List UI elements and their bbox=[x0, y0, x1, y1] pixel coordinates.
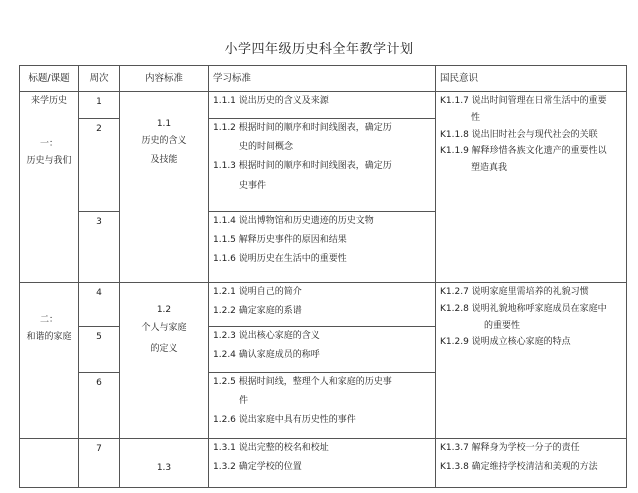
nat-k117: K1.1.7 说出时间管理在日常生活中的重要 bbox=[440, 96, 607, 106]
nat-k138: K1.3.8 确定维持学校清洁和美观的方法 bbox=[440, 461, 598, 472]
nat-k118: K1.1.8 说出旧时社会与现代社会的关联 bbox=[440, 129, 598, 140]
std-1-1-3-cont: 史事件 bbox=[239, 181, 267, 192]
unit2-content-name1: 个人与家庭 bbox=[141, 322, 187, 333]
std-1-1-2-cont: 史的时间概念 bbox=[239, 141, 294, 152]
header-week: 周次 bbox=[79, 66, 120, 92]
std-week-1 bbox=[209, 92, 436, 119]
std-1-3-1: 1.3.1 说出完整的校名和校址 bbox=[213, 443, 329, 453]
nat-k128-cont: 的重要性 bbox=[484, 320, 521, 331]
std-week-3 bbox=[209, 212, 436, 283]
std-1-2-5-cont: 件 bbox=[239, 395, 249, 406]
week-4: 4 bbox=[79, 283, 120, 327]
unit1-content-name1: 历史的含义 bbox=[141, 135, 187, 146]
unit1-topic-cell bbox=[20, 92, 79, 283]
std-week-4 bbox=[209, 283, 436, 327]
unit1-content-num: 1.1 bbox=[156, 119, 172, 129]
unit1-national-cell bbox=[436, 92, 627, 283]
unit3-content-num: 1.3 bbox=[156, 463, 172, 473]
table-row bbox=[20, 439, 627, 488]
header-content-standard: 内容标准 bbox=[120, 66, 209, 92]
unit1-topic-name: 历史与我们 bbox=[26, 155, 72, 166]
unit2-topic-num: 二： bbox=[39, 315, 58, 325]
week-3: 3 bbox=[79, 212, 120, 283]
std-1-1-5: 1.1.5 解释历史事件的原因和结果 bbox=[213, 235, 347, 246]
std-1-1-3: 1.1.3 根据时间的顺序和时间线图表，确定历 bbox=[213, 160, 392, 171]
std-1-2-2: 1.2.2 确定家庭的系谱 bbox=[213, 305, 302, 316]
unit1-topic-num: 一： bbox=[39, 138, 58, 149]
std-1-2-1: 1.2.1 说明自己的简介 bbox=[213, 287, 302, 297]
std-1-1-2: 1.1.2 根据时间的顺序和时间线图表，确定历 bbox=[213, 122, 392, 133]
nat-k117-cont: 性 bbox=[471, 112, 481, 123]
week-1: 1 bbox=[79, 92, 120, 119]
week-5: 5 bbox=[79, 327, 120, 373]
std-week-7 bbox=[209, 439, 436, 488]
unit2-content-num: 1.2 bbox=[156, 305, 172, 315]
unit3-national-cell bbox=[436, 439, 627, 488]
table-row bbox=[20, 92, 627, 119]
header-row bbox=[20, 66, 627, 92]
header-national-awareness: 国民意识 bbox=[436, 66, 627, 92]
week-7: 7 bbox=[79, 439, 120, 488]
nat-k119-cont: 塑造真我 bbox=[471, 163, 508, 174]
nat-k127: K1.2.7 说明家庭里需培养的礼貌习惯 bbox=[440, 287, 589, 297]
unit2-content-name2: 的定义 bbox=[150, 343, 178, 354]
std-1-3-2: 1.3.2 确定学校的位置 bbox=[213, 461, 302, 472]
std-1-2-5: 1.2.5 根据时间线，整理个人和家庭的历史事 bbox=[213, 377, 392, 387]
std-1-2-4: 1.2.4 确认家庭成员的称呼 bbox=[213, 349, 320, 360]
unit2-national-cell bbox=[436, 283, 627, 439]
page-title: 小学四年级历史科全年教学计划 bbox=[224, 42, 414, 57]
std-1-1-1: 1.1.1 说出历史的含义及来源 bbox=[213, 96, 329, 106]
unit3-content-cell bbox=[120, 439, 209, 488]
unit1-content-name2: 及技能 bbox=[150, 154, 178, 165]
unit2-topic-name: 和谐的家庭 bbox=[26, 331, 72, 342]
std-1-1-4: 1.1.4 说出博物馆和历史遗迹的历史文物 bbox=[213, 216, 374, 227]
unit3-topic-cell bbox=[20, 439, 79, 488]
unit2-topic-cell bbox=[20, 283, 79, 439]
nat-k119: K1.1.9 解释珍惜各族文化遗产的重要性以 bbox=[440, 146, 607, 157]
std-week-6 bbox=[209, 373, 436, 439]
week-2: 2 bbox=[79, 118, 120, 211]
nat-k128: K1.2.8 说明礼貌地称呼家庭成员在家庭中 bbox=[440, 303, 607, 314]
teaching-plan-table bbox=[19, 65, 627, 488]
std-week-2 bbox=[209, 118, 436, 211]
header-topic: 标题/课题 bbox=[20, 66, 79, 92]
unit1-content-cell bbox=[120, 92, 209, 283]
nat-k129: K1.2.9 说明成立核心家庭的特点 bbox=[440, 337, 571, 348]
std-1-2-6: 1.2.6 说出家庭中具有历史性的事件 bbox=[213, 414, 356, 425]
week-6: 6 bbox=[79, 373, 120, 439]
header-learning-standard: 学习标准 bbox=[209, 66, 436, 92]
nat-k137: K1.3.7 解释身为学校一分子的责任 bbox=[440, 443, 580, 453]
unit2-content-cell bbox=[120, 283, 209, 439]
unit1-topic-top: 来学历史 bbox=[30, 96, 67, 106]
std-week-5 bbox=[209, 327, 436, 373]
std-1-2-3: 1.2.3 说出核心家庭的含义 bbox=[213, 331, 320, 341]
table-row bbox=[20, 283, 627, 327]
std-1-1-6: 1.1.6 说明历史在生活中的重要性 bbox=[213, 254, 347, 264]
